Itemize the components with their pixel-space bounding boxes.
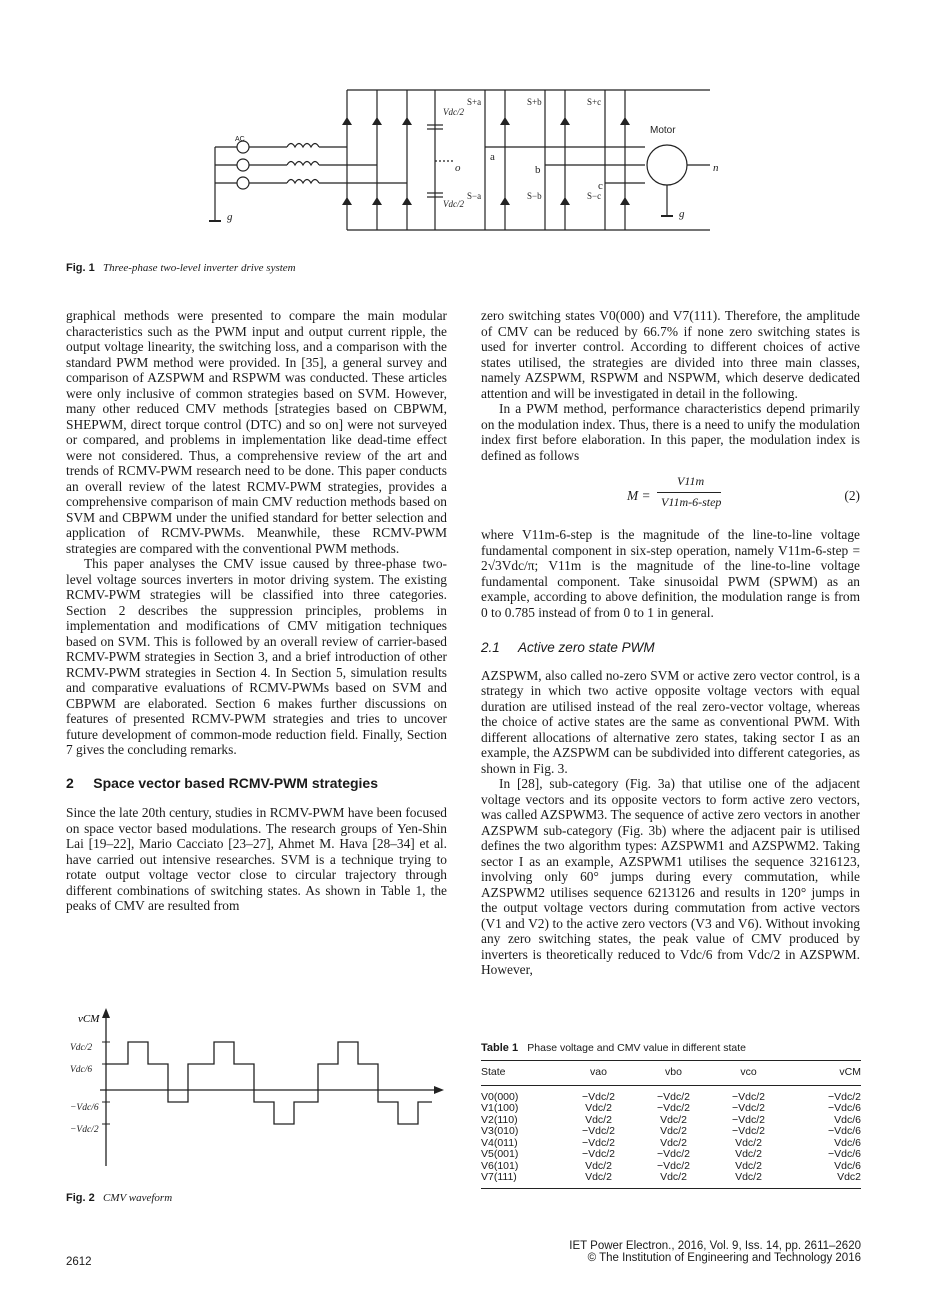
table-cell: V5(001): [481, 1148, 519, 1160]
table-cell: −Vdc/2: [657, 1102, 690, 1114]
fig1-label-o: o: [455, 162, 461, 174]
equation-number: (2): [844, 488, 860, 503]
fig2-caption-label: Fig. 2: [66, 1192, 95, 1204]
table-cell: −Vdc/2: [582, 1090, 615, 1103]
equation-2: [481, 469, 860, 521]
table-cell: −Vdc/6: [828, 1102, 861, 1114]
table-1-header-vcm: vCM: [839, 1066, 861, 1078]
table-cell: Vdc/2: [735, 1159, 762, 1172]
fig1-label-sa-minus: S−a: [467, 191, 482, 201]
table-cell: V7(111): [481, 1171, 517, 1183]
table-1-title: Phase voltage and CMV value in different state: [527, 1042, 746, 1054]
fig2-tick-label: Vdc/6: [70, 1065, 93, 1075]
table-cell: −Vdc/6: [828, 1125, 861, 1137]
table-cell: Vdc/2: [585, 1113, 612, 1126]
table-cell: −Vdc/2: [582, 1125, 615, 1137]
fig1-circuit-diagram: [205, 85, 725, 235]
equation-fraction-bar: [657, 492, 721, 493]
table-cell: −Vdc/2: [657, 1090, 690, 1103]
table-1: [481, 1042, 861, 1189]
table-1-grid: [481, 1060, 861, 1189]
left-paragraph-2: This paper analyses the CMV issue caused by three-phase two-level voltage sources inverters in motor driving system. The existing RCMV-PWM strategies will be classified into three categories. Section 2 describes the suppression principles, problems in implementation and modifications of CMV mitigation techniques based on SVM. This is followed by an overall review of carrier-based RCMV-PWM strategies in Section 3, and a brief introduction of other RCMV-PWM strategies in Section 4. In Section 5, simulation results and comparative evaluations of RCMV-PWMs based on SVM and CBPWM are elaborated. Section 6 makes further discussions on features of presented RCMV-PWM strategies and tries to uncover future development of common-mode reduction field. Finally, Section 7 gives the concluding remarks.: [66, 556, 447, 757]
table-1-header-vco: vco: [740, 1066, 757, 1078]
fig1-label-n: n: [713, 162, 719, 174]
equation-denominator: V11m-6-step: [661, 495, 722, 509]
table-cell: Vdc/2: [735, 1171, 762, 1183]
right-paragraph-2: In a PWM method, performance characteristics depend primarily on the modulation index. Thus, there is a need to unify the modulation index first before elaboration. In this paper, the modulation index is defined as follows: [481, 401, 860, 463]
table-cell: −Vdc/2: [732, 1102, 765, 1114]
table-cell: Vdc/2: [660, 1113, 687, 1126]
table-cell: −Vdc/2: [828, 1090, 861, 1103]
table-1-header-vao: vao: [590, 1066, 607, 1078]
section-2-title: Space vector based RCMV-PWM strategies: [93, 774, 379, 791]
fig1-label-vdc-top: Vdc/2: [443, 107, 464, 117]
table-cell: −Vdc/6: [828, 1148, 861, 1160]
equation-lhs: M =: [627, 488, 651, 503]
equation-numerator: V11m: [677, 474, 705, 488]
section-2-number: 2: [66, 774, 74, 791]
table-cell: Vdc/2: [660, 1125, 687, 1137]
fig2-y-label: vCM: [78, 1013, 100, 1025]
fig1-caption: [66, 262, 296, 274]
fig1-label-a: a: [490, 151, 495, 163]
footer-journal-line: IET Power Electron., 2016, Vol. 9, Iss. 14, pp. 2611–2620: [569, 1240, 861, 1252]
table-row: [481, 1126, 861, 1138]
table-cell: Vdc/6: [834, 1113, 861, 1126]
table-cell: V6(101): [481, 1159, 519, 1172]
table-row: [481, 1085, 861, 1103]
fig1-label-c: c: [598, 180, 603, 192]
fig1-label-motor: Motor: [650, 125, 676, 136]
subsection-2-1-title: Active zero state PWM: [518, 640, 655, 655]
table-1-caption: [481, 1042, 861, 1054]
table-cell: Vdc/6: [834, 1159, 861, 1172]
table-cell: V3(010): [481, 1125, 519, 1137]
table-cell: Vdc2: [837, 1171, 861, 1183]
fig2-caption-text: CMV waveform: [102, 1192, 173, 1204]
table-cell: −Vdc/2: [732, 1125, 765, 1137]
page-number: 2612: [66, 1256, 92, 1268]
fig2-tick-label: −Vdc/2: [70, 1125, 99, 1135]
table-cell: −Vdc/2: [657, 1159, 690, 1172]
subsection-2-1-number: 2.1: [481, 640, 500, 655]
footer-journal: [569, 1240, 861, 1264]
table-1-header-vbo: vbo: [665, 1066, 682, 1078]
right-paragraph-4: AZSPWM, also called no-zero SVM or active zero vector control, is a strategy in which two active opposite voltage vectors with equal duration are utilised instead of the real zero-vector voltage, whereas the choice of active states are the same as conventional PWM. With different allocations of alternative zero states, taking sector I as an example, the AZSPWM can be subdivided into different categories, as shown in Fig. 3.: [481, 667, 860, 776]
fig2-caption: [66, 1192, 172, 1204]
table-cell: V2(110): [481, 1113, 518, 1126]
fig1-caption-label: Fig. 1: [66, 262, 95, 274]
table-cell: Vdc/2: [585, 1159, 612, 1172]
left-paragraph-3: Since the late 20th century, studies in RCMV-PWM have been focused on space vector based modulations. The research groups of Yen-Shin Lai [19–22], Mario Cacciato [23–27], Ahmet M. Hava [28–34] et al. have carried out intensive researches. SVM is a technique trying to rotate output voltage vector close to circular trajectory through different combinations of switching states. As shown in Table 1, the peaks of CMV are resulted from: [66, 805, 447, 913]
table-1-body: [481, 1085, 861, 1188]
table-cell: Vdc/2: [735, 1136, 762, 1149]
fig1-label-sc-minus: S−c: [587, 191, 602, 201]
fig1-caption-text: Three-phase two-level inverter drive system: [102, 262, 296, 274]
right-paragraph-3: where V11m-6-step is the magnitude of the line-to-line voltage fundamental component in six-step operation, namely V11m-6-step = 2√3Vdc/π; V11m is the magnitude of the line-to-line voltage fundamental component. Take sinusoidal PWM (SPWM) as an example, according to above definition, the modulation range is from 0 to 0.785 instead of from 0 to 1 in general.: [481, 527, 860, 620]
table-cell: Vdc/2: [735, 1148, 762, 1160]
table-cell: V1(100): [481, 1102, 519, 1114]
table-row: [481, 1149, 861, 1161]
table-row: [481, 1103, 861, 1115]
fig2-cmv-waveform: [66, 1006, 446, 1171]
table-cell: Vdc/2: [585, 1171, 612, 1183]
table-cell: Vdc/2: [660, 1136, 687, 1149]
fig1-label-vdc-bot: Vdc/2: [443, 199, 464, 209]
section-2-heading: [66, 776, 447, 792]
fig2-tick-label: Vdc/2: [70, 1043, 93, 1053]
table-cell: −Vdc/2: [732, 1113, 765, 1126]
fig1-label-ac: AC: [235, 136, 245, 143]
fig1-label-g-left: g: [227, 211, 233, 223]
fig1-label-g-right: g: [679, 208, 685, 220]
table-1-header-state: State: [481, 1066, 506, 1078]
table-cell: −Vdc/2: [732, 1090, 765, 1103]
right-paragraph-5: In [28], sub-category (Fig. 3a) that utilise one of the adjacent voltage vectors and its opposite vectors to form active zero vectors, was called AZSPWM3. The sequence of active zero vectors in another AZSPWM sub-category (Fig. 3b) where the adjacent pair is utilised defines the two algorithm types: AZSPWM1 and AZSPWM2. Taking sector I as an example, AZSPWM1 utilises the sequence 3216123, involving only 60° jumps during every commutation, while AZSPWM2 utilises sequence 6213126 and results in 120° jumps in the output voltage vectors during commutation from active vectors (V1 and V2) to the active zero vectors (V3 and V6). Without invoking any zero switching states, the peak value of CMV produced by inverters is theoretically reduced to Vdc/6 from Vdc/2 in AZSPWM. However,: [481, 776, 860, 977]
table-1-header-row: [481, 1061, 861, 1086]
right-column: [481, 308, 860, 978]
table-1-label: Table 1: [481, 1042, 519, 1054]
table-row: [481, 1172, 861, 1188]
fig1-label-b: b: [535, 164, 541, 176]
table-cell: −Vdc/2: [657, 1148, 690, 1160]
table-cell: Vdc/2: [585, 1102, 612, 1114]
fig2-waveform-line: [106, 1042, 432, 1124]
fig1-label-sa-plus: S+a: [467, 97, 482, 107]
footer-copyright-line: © The Institution of Engineering and Technology 2016: [587, 1252, 861, 1264]
fig1-label-sc-plus: S+c: [587, 97, 602, 107]
table-cell: −Vdc/2: [582, 1148, 615, 1160]
fig1-label-sb-plus: S+b: [527, 97, 542, 107]
subsection-2-1-heading: [481, 640, 860, 656]
table-cell: −Vdc/2: [582, 1136, 615, 1149]
table-cell: V0(000): [481, 1090, 519, 1103]
table-cell: Vdc/6: [834, 1136, 861, 1149]
table-cell: Vdc/2: [660, 1171, 687, 1183]
right-paragraph-1: zero switching states V0(000) and V7(111). Therefore, the amplitude of CMV can be reduced by 66.7% if none zero switching states is used for inverter control. According to different choices of active states utilised, the strategies are divided into three main classes, namely AZSPWM, RSPWM and NSPWM, which deserve dedicated attention and will be investigated in detail in the following.: [481, 308, 860, 401]
fig1-label-sb-minus: S−b: [527, 191, 542, 201]
left-column: [66, 308, 447, 914]
left-paragraph-1: graphical methods were presented to compare the main modular characteristics such as the PWM input and output current ripple, the output voltage linearity, the switching loss, and a comparison with the standard PWM method were provided. In [35], a general survey and comparison of AZSPWM and RSPWM was conducted. These articles were only inclusive of common strategies based on SVM. However, many other reduced CMV methods [strategies based on CBPWM, SHEPWM, direct torque control (DTC) and so on] were not surveyed or compared, and problems in implementation like dead-time effect were not considered. Thus, a comprehensive review of the art and trends of RCMV-PWM research need to be done. This paper conducts an overall review of the latest RCMV-PWM strategies, provides a comprehensive comparison of main CMV reduction methods based on SVM and CBPWM under the unified standard for better selection and application of RCMV-PWMs. Meanwhile, these RCMV-PWM strategies are compared with the conventional PWM methods.: [66, 308, 447, 556]
table-cell: V4(011): [481, 1136, 518, 1149]
fig2-tick-label: −Vdc/6: [70, 1103, 99, 1113]
